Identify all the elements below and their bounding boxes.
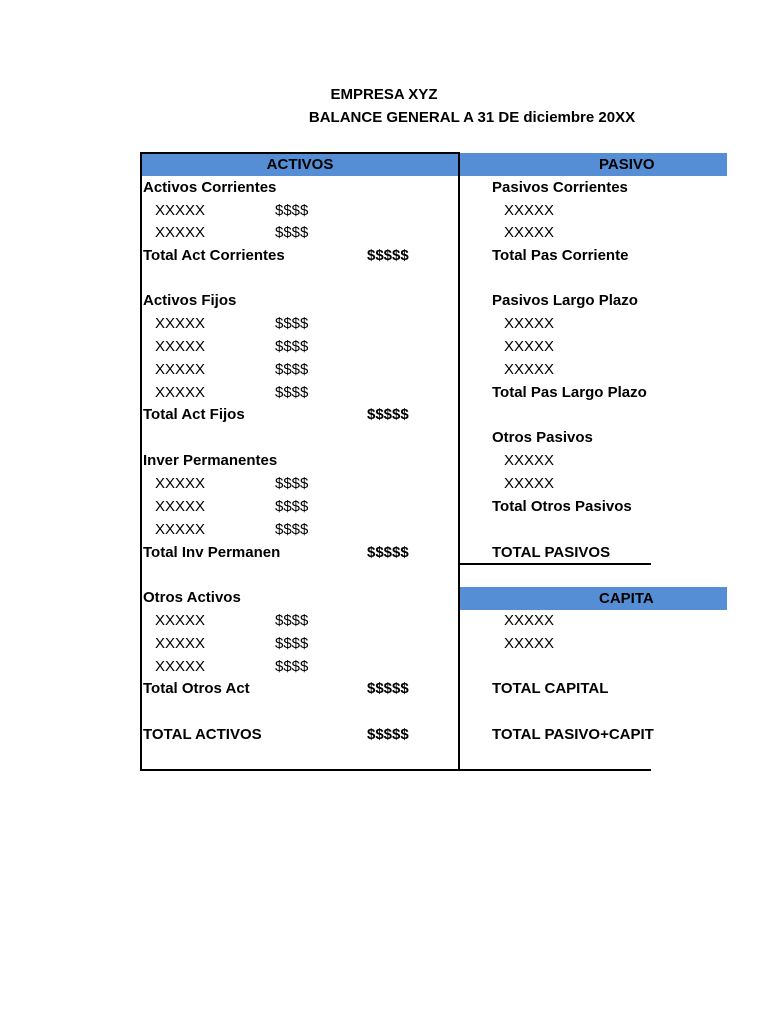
list-item-label: XXXXX bbox=[155, 612, 206, 629]
total-otros-act-label: Total Otros Act bbox=[143, 680, 250, 697]
list-item-label: XXXXX bbox=[504, 361, 555, 378]
activos-header bbox=[142, 153, 458, 176]
list-item-label: XXXXX bbox=[504, 452, 555, 469]
pasivos-total-rule bbox=[460, 563, 651, 565]
list-item-label: XXXXX bbox=[504, 315, 555, 332]
list-item-label: XXXXX bbox=[155, 338, 206, 355]
total-pasivos-label: TOTAL PASIVOS bbox=[492, 544, 611, 561]
total-otros-pasivos-label: Total Otros Pasivos bbox=[492, 498, 632, 515]
list-item-amount: $$$$ bbox=[275, 338, 309, 355]
otros-pasivos-title: Otros Pasivos bbox=[492, 429, 593, 446]
total-capital-label: TOTAL CAPITAL bbox=[492, 680, 609, 697]
list-item-amount: $$$$ bbox=[275, 521, 309, 538]
total-activos-label: TOTAL ACTIVOS bbox=[143, 726, 262, 743]
total-pasivo-capital-label: TOTAL PASIVO+CAPIT bbox=[492, 726, 654, 743]
list-item-label: XXXXX bbox=[155, 498, 206, 515]
list-item-label: XXXXX bbox=[155, 475, 206, 492]
total-inv-permanen-label: Total Inv Permanen bbox=[143, 544, 281, 561]
list-item-label: XXXXX bbox=[504, 224, 555, 241]
list-item-amount: $$$$ bbox=[275, 475, 309, 492]
list-item-label: XXXXX bbox=[504, 475, 555, 492]
company-name: EMPRESA XYZ bbox=[330, 86, 438, 103]
list-item-label: XXXXX bbox=[504, 338, 555, 355]
list-item-label: XXXXX bbox=[155, 361, 206, 378]
activos-heading: ACTIVOS bbox=[266, 156, 334, 173]
activos-fijos-title: Activos Fijos bbox=[143, 292, 237, 309]
pasivos-header bbox=[460, 153, 727, 176]
total-activos-amount: $$$$$ bbox=[367, 726, 409, 743]
report-title: BALANCE GENERAL A 31 DE diciembre 20XX bbox=[308, 109, 636, 126]
activos-corrientes-title: Activos Corrientes bbox=[143, 179, 277, 196]
total-act-corrientes-amount: $$$$$ bbox=[367, 247, 409, 264]
list-item-label: XXXXX bbox=[155, 635, 206, 652]
list-item-label: XXXXX bbox=[155, 224, 206, 241]
total-pas-largo-plazo-label: Total Pas Largo Plazo bbox=[492, 384, 647, 401]
list-item-amount: $$$$ bbox=[275, 361, 309, 378]
list-item-amount: $$$$ bbox=[275, 315, 309, 332]
list-item-amount: $$$$ bbox=[275, 498, 309, 515]
otros-activos-title: Otros Activos bbox=[143, 589, 241, 606]
pasivos-largo-plazo-title: Pasivos Largo Plazo bbox=[492, 292, 638, 309]
list-item-label: XXXXX bbox=[155, 658, 206, 675]
list-item-amount: $$$$ bbox=[275, 384, 309, 401]
total-act-corrientes-label: Total Act Corrientes bbox=[143, 247, 285, 264]
total-pas-corriente-label: Total Pas Corriente bbox=[492, 247, 629, 264]
capital-heading: CAPITA bbox=[599, 590, 654, 607]
list-item-amount: $$$$ bbox=[275, 202, 309, 219]
total-act-fijos-label: Total Act Fijos bbox=[143, 406, 245, 423]
total-otros-act-amount: $$$$$ bbox=[367, 680, 409, 697]
total-inv-permanen-amount: $$$$$ bbox=[367, 544, 409, 561]
list-item-label: XXXXX bbox=[504, 612, 555, 629]
list-item-amount: $$$$ bbox=[275, 224, 309, 241]
list-item-label: XXXXX bbox=[504, 202, 555, 219]
inver-permanentes-title: Inver Permanentes bbox=[143, 452, 278, 469]
table-top-border bbox=[140, 152, 460, 154]
total-act-fijos-amount: $$$$$ bbox=[367, 406, 409, 423]
pasivos-heading: PASIVO bbox=[599, 156, 655, 173]
capital-header bbox=[460, 587, 727, 610]
list-item-label: XXXXX bbox=[155, 384, 206, 401]
list-item-label: XXXXX bbox=[155, 202, 206, 219]
table-left-border bbox=[140, 152, 142, 771]
list-item-amount: $$$$ bbox=[275, 635, 309, 652]
list-item-label: XXXXX bbox=[155, 521, 206, 538]
pasivos-corrientes-title: Pasivos Corrientes bbox=[492, 179, 628, 196]
list-item-label: XXXXX bbox=[504, 635, 555, 652]
table-center-border bbox=[458, 152, 460, 771]
list-item-amount: $$$$ bbox=[275, 612, 309, 629]
table-bottom-border bbox=[140, 769, 651, 771]
list-item-label: XXXXX bbox=[155, 315, 206, 332]
list-item-amount: $$$$ bbox=[275, 658, 309, 675]
